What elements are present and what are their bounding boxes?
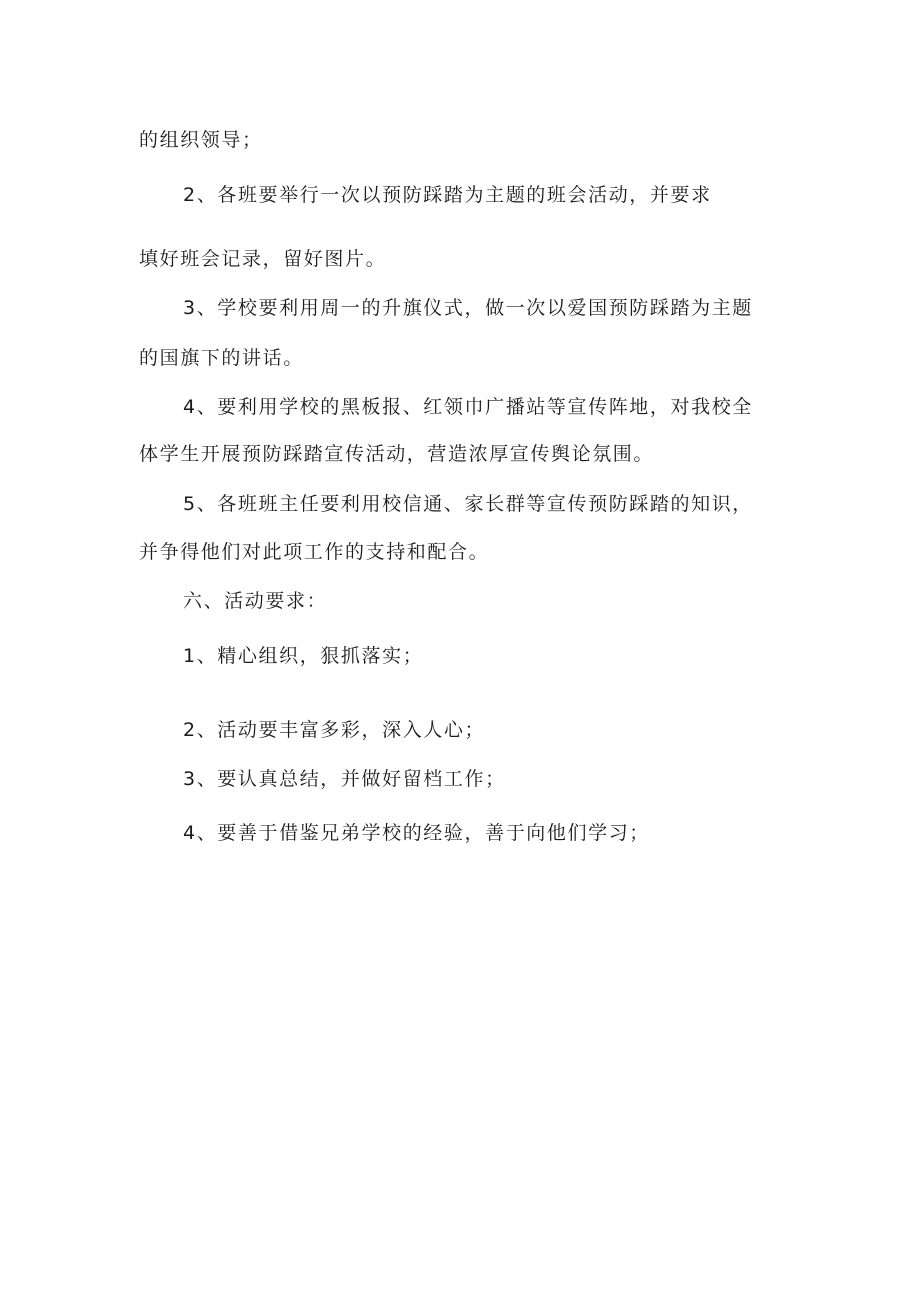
text-line-14: 4、要善于借鉴兄弟学校的经验，善于向他们学习； <box>183 822 650 844</box>
section-heading: 六、活动要求： <box>183 590 328 612</box>
text-line-4: 3、学校要利用周一的升旗仪式，做一次以爱国预防踩踏为主题 <box>183 297 753 319</box>
text-line-9: 并争得他们对此项工作的支持和配合。 <box>139 541 490 563</box>
text-line-5: 的国旗下的讲话。 <box>139 347 304 369</box>
text-line-12: 2、活动要丰富多彩，深入人心； <box>183 719 486 741</box>
text-line-3: 填好班会记录，留好图片。 <box>139 248 387 270</box>
text-line-7: 体学生开展预防踩踏宣传活动，营造浓厚宣传舆论氛围。 <box>139 443 655 465</box>
text-line-6: 4、要利用学校的黑板报、红领巾广播站等宣传阵地，对我校全 <box>183 396 753 418</box>
text-line-8: 5、各班班主任要利用校信通、家长群等宣传预防踩踏的知识， <box>183 493 753 515</box>
text-line-1: 的组织领导； <box>139 129 263 151</box>
text-line-11: 1、精心组织，狠抓落实； <box>183 645 424 667</box>
text-line-2: 2、各班要举行一次以预防踩踏为主题的班会活动，并要求 <box>183 184 712 206</box>
text-line-13: 3、要认真总结，并做好留档工作； <box>183 768 506 790</box>
